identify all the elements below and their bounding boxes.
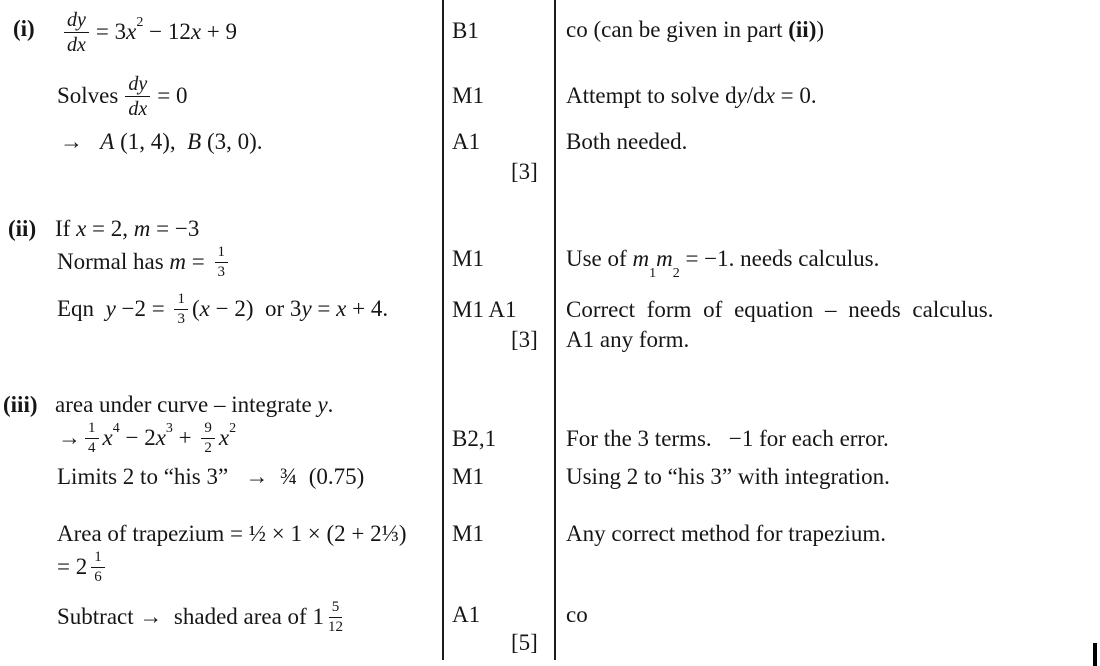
mark-a1: A1: [452, 602, 481, 627]
column-divider-left: [442, 0, 444, 660]
part-iii-line-integral: [58, 419, 236, 457]
math-var: x: [102, 425, 113, 451]
part-i-line-points: [60, 128, 263, 156]
fraction-one-quarter: [85, 421, 99, 456]
comment-text: /d: [746, 83, 765, 108]
comment-text: co (can be given in part: [566, 17, 789, 42]
comment-text: = 0.: [774, 83, 817, 108]
arrow-icon: →: [245, 464, 269, 489]
math-var: y: [301, 296, 312, 322]
math-var: y: [736, 83, 747, 108]
math-var: y: [105, 296, 116, 322]
math-var: x: [190, 19, 202, 45]
math-var: m: [169, 249, 187, 275]
equation-text: = 2,: [86, 216, 134, 241]
fraction-one-third: [215, 245, 229, 280]
math-var: x: [218, 425, 230, 451]
arrow-icon: →: [58, 425, 81, 451]
equation-text: +: [172, 425, 198, 451]
mark-a1: A1: [452, 129, 481, 154]
equation-text: = 3: [95, 19, 127, 45]
math-var: x: [336, 296, 347, 322]
fraction-numerator: 1: [91, 550, 105, 568]
math-var: y: [317, 392, 328, 417]
math-var: m: [632, 246, 650, 271]
mark-m1: M1: [452, 464, 484, 489]
fraction-numerator: 1: [85, 421, 99, 439]
part-i-line-solves: [57, 69, 187, 123]
part-ii-total-marks: [3]: [511, 327, 538, 352]
fraction-one-third: [174, 292, 188, 327]
equation-text: (1, 4),: [114, 129, 188, 154]
equation-text: =: [186, 249, 211, 275]
fraction-denominator: 6: [94, 568, 102, 585]
equation-text: [83, 129, 100, 154]
fraction-numerator: dy: [64, 10, 89, 33]
part-ii-comment-2: Correct form of equation – needs calculus.: [566, 297, 994, 322]
math-var: m: [656, 246, 673, 271]
fraction-denominator: 12: [327, 618, 343, 635]
math-var: x: [155, 425, 166, 451]
arrow-icon: →: [60, 129, 83, 154]
part-iii-line-subtract: [57, 597, 347, 637]
fraction-denominator: 3: [177, 310, 185, 327]
part-ii-line-normal: [57, 242, 232, 282]
equation-text: = −3: [150, 216, 200, 241]
part-i-total-marks: [3]: [511, 159, 538, 184]
comment-text: Attempt to solve d: [566, 83, 737, 108]
equation-text: = 2: [57, 554, 88, 580]
equation-text: (3, 0).: [201, 129, 263, 154]
equation-text: or 3: [253, 296, 302, 322]
part-i-comment-2: [566, 82, 817, 110]
text-cursor-mark: [1093, 643, 1097, 666]
mark-m1: M1: [452, 521, 484, 546]
equation-text: ¾ (0.75): [268, 464, 365, 489]
comment-text: Use of: [566, 246, 633, 271]
fraction-denominator: dx: [128, 97, 148, 120]
math-var: x: [76, 216, 87, 241]
subscript: 2: [672, 265, 680, 281]
fraction-numerator: dy: [125, 74, 150, 97]
math-var: x: [126, 19, 137, 45]
mark-m1: M1: [452, 246, 484, 271]
part-ii-line-eqn: [57, 288, 388, 330]
part-iii-line-result: [57, 548, 109, 586]
fraction-denominator: 2: [204, 439, 212, 456]
arrow-icon: →: [139, 604, 163, 630]
math-var: x: [764, 83, 775, 108]
fraction-five-twelfths: [328, 600, 343, 635]
part-ii-comment-1: [566, 245, 880, 281]
part-iii-label: (iii): [3, 392, 38, 417]
fraction-dy-dx: [64, 10, 89, 55]
column-divider-right: [554, 0, 556, 660]
equation-text: (: [191, 296, 200, 322]
equation-text: Normal has: [57, 249, 170, 275]
fraction-denominator: 4: [88, 439, 96, 456]
part-ii-line-if: [55, 215, 199, 243]
equation-text: Limits 2 to “his 3”: [57, 464, 246, 489]
part-ii-label: (ii): [8, 216, 37, 241]
equation-text: − 12: [143, 19, 191, 45]
part-iii-total-marks: [5]: [511, 630, 538, 655]
part-iii-line-trapezium: Area of trapezium = ½ × 1 × (2 + 2⅓): [57, 521, 407, 546]
equation-text: If: [55, 216, 77, 241]
comment-bold: (ii): [788, 17, 817, 42]
mark-b1: B1: [452, 18, 479, 43]
fraction-numerator: 9: [201, 421, 215, 439]
exponent: 4: [112, 420, 120, 436]
equation-text: −2 =: [115, 296, 171, 322]
exponent: 3: [165, 420, 173, 436]
mark-b2-1: B2,1: [452, 426, 497, 451]
math-var: A: [100, 129, 115, 154]
equation-text: Subtract: [57, 604, 140, 630]
equation-text: Solves: [57, 83, 119, 109]
part-iii-line-limits: [57, 463, 364, 491]
subscript: 1: [649, 265, 657, 281]
equation-text: − 2: [119, 425, 156, 451]
equation-text: Eqn: [57, 296, 106, 322]
math-var: B: [187, 129, 202, 154]
fraction-numerator: 1: [215, 245, 229, 263]
math-var: x: [199, 296, 210, 322]
part-ii-comment-3: A1 any form.: [566, 327, 690, 352]
part-iii-comment-2: Using 2 to “his 3” with integration.: [566, 464, 890, 489]
equation-text: + 4.: [346, 296, 389, 322]
comment-text: = −1. needs calculus.: [679, 246, 880, 271]
comment-text: ): [816, 17, 825, 42]
exponent: 2: [136, 14, 144, 30]
part-iii-comment-1: For the 3 terms. −1 for each error.: [566, 426, 889, 451]
fraction-numerator: 1: [174, 292, 188, 310]
equation-text: shaded area of 1: [162, 604, 324, 630]
equation-text: + 9: [201, 19, 238, 45]
part-i-comment-3: Both needed.: [566, 129, 688, 154]
equation-text: − 2): [209, 296, 254, 322]
part-iii-comment-3: Any correct method for trapezium.: [566, 521, 886, 546]
part-i-line-derivative: [57, 3, 237, 61]
fraction-one-sixth: [91, 550, 105, 585]
equation-text: area under curve – integrate: [55, 392, 318, 417]
fraction-denominator: 3: [217, 263, 226, 280]
equation-text: =: [311, 296, 337, 322]
part-iii-line-area: [55, 391, 333, 419]
fraction-numerator: 5: [329, 600, 343, 618]
part-i-comment-1: [566, 16, 824, 44]
part-iii-comment-4: co: [566, 602, 588, 627]
fraction-nine-halves: [201, 421, 215, 456]
mark-m1: M1: [452, 83, 484, 108]
mark-m1-a1: M1 A1: [452, 297, 517, 322]
exponent: 2: [229, 420, 237, 436]
math-var: m: [133, 216, 151, 241]
equation-text: = 0: [157, 83, 188, 109]
fraction-denominator: dx: [67, 33, 86, 56]
equation-text: .: [327, 392, 334, 417]
part-i-label: (i): [13, 16, 35, 41]
fraction-dy-dx: [125, 74, 150, 119]
